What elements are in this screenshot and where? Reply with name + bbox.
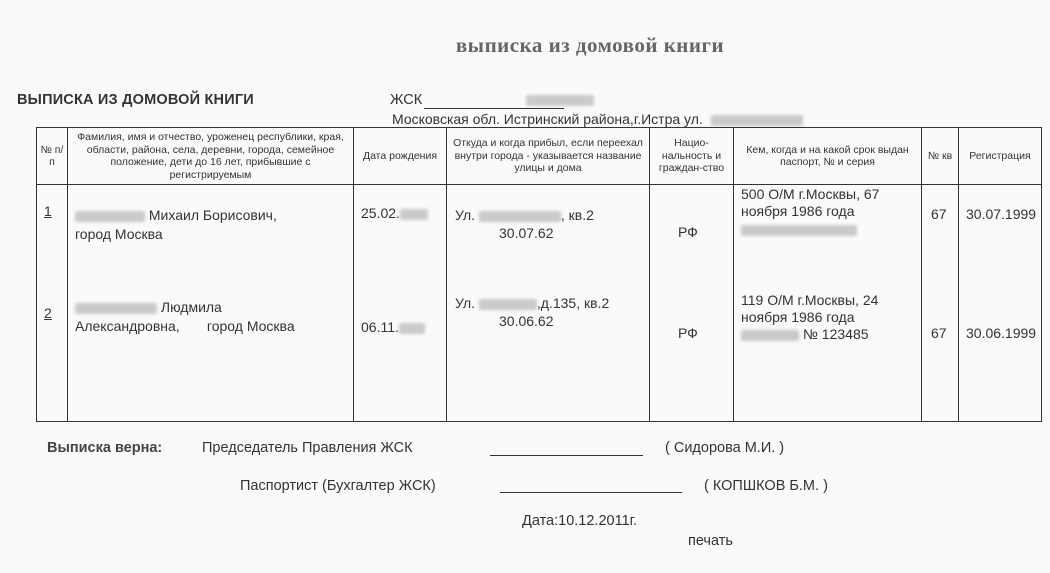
header-apt: № кв bbox=[922, 128, 959, 185]
issue-date: Дата:10.12.2011г. bbox=[522, 513, 638, 529]
verified-label: Выписка верна: bbox=[47, 440, 163, 456]
cell-registration bbox=[959, 185, 1042, 422]
birth-date bbox=[361, 205, 428, 221]
passport-number-text: № 123485 bbox=[802, 326, 869, 342]
redacted-passport-series bbox=[741, 330, 799, 341]
redacted-jsk-name bbox=[526, 95, 594, 106]
arrival-date: 30.07.62 bbox=[499, 225, 554, 241]
nationality: РФ bbox=[678, 224, 698, 240]
resident-city: Александровна, город Москва bbox=[75, 318, 295, 334]
header-registration: Регистрация bbox=[959, 128, 1042, 185]
birth-date-text: 25.02. bbox=[361, 205, 400, 221]
document-subtitle: ВЫПИСКА ИЗ ДОМОВОЙ КНИГИ bbox=[17, 92, 254, 108]
seal-label: печать bbox=[688, 533, 733, 549]
header-from: Откуда и когда прибыл, если переехал внутри города - указывается название улицы и дома bbox=[447, 128, 650, 185]
passport-officer-signature-line bbox=[500, 492, 682, 493]
registration-date: 30.06.1999 bbox=[966, 325, 1037, 341]
redacted-surname bbox=[75, 211, 145, 222]
redacted-year bbox=[400, 209, 428, 220]
arrival-date: 30.06.62 bbox=[499, 313, 554, 329]
jsk-underline bbox=[424, 108, 564, 109]
chairman-label: Председатель Правления ЖСК bbox=[202, 440, 413, 456]
passport-issuer: 500 О/М г.Москвы, 67 bbox=[741, 186, 880, 202]
street-suffix: ,д.135, кв.2 bbox=[536, 295, 610, 311]
document-title: выписка из домовой книги bbox=[455, 33, 725, 57]
apartment-number: 67 bbox=[931, 206, 947, 222]
jsk-text: ЖСК bbox=[390, 92, 423, 108]
cell-name bbox=[68, 185, 354, 422]
nationality: РФ bbox=[678, 325, 698, 341]
header-passport: Кем, когда и на какой срок выдан паспорт, № и серия bbox=[734, 128, 922, 185]
resident-name bbox=[75, 207, 277, 223]
header-num: № п/п bbox=[37, 128, 68, 185]
row-number: 2 bbox=[44, 305, 52, 321]
redacted-year bbox=[399, 323, 425, 334]
passport-number bbox=[741, 221, 857, 237]
passport-issuer: 119 О/М г.Москвы, 24 bbox=[741, 292, 879, 308]
house-book-table bbox=[36, 127, 1042, 422]
arrival-address bbox=[455, 295, 609, 311]
cell-nationality bbox=[650, 185, 734, 422]
cell-passport bbox=[734, 185, 922, 422]
chairman-signature-line bbox=[490, 455, 643, 456]
header-birth: Дата рождения bbox=[354, 128, 447, 185]
chairman-name: ( Сидорова М.И. ) bbox=[665, 440, 785, 456]
street-prefix: Ул. bbox=[455, 295, 476, 311]
redacted-street bbox=[711, 115, 803, 126]
address bbox=[392, 111, 803, 127]
birth-date-text: 06.11. bbox=[361, 319, 399, 335]
name-line: Людмила bbox=[160, 299, 222, 315]
table-row bbox=[37, 185, 1042, 422]
arrival-address bbox=[455, 207, 594, 223]
redacted-passport bbox=[741, 225, 857, 236]
jsk-label bbox=[390, 92, 594, 108]
passport-date: ноября 1986 года bbox=[741, 309, 855, 325]
birth-date bbox=[361, 319, 425, 335]
redacted-street bbox=[479, 299, 537, 310]
passport-date: ноября 1986 года bbox=[741, 203, 855, 219]
registration-date: 30.07.1999 bbox=[966, 206, 1037, 222]
cell-num bbox=[37, 185, 68, 422]
header-nationality: Нацио-нальность и граждан-ство bbox=[650, 128, 734, 185]
passport-officer-name: ( КОПШКОВ Б.М. ) bbox=[704, 478, 828, 494]
resident-name bbox=[75, 299, 222, 315]
cell-apt bbox=[922, 185, 959, 422]
cell-from bbox=[447, 185, 650, 422]
redacted-surname bbox=[75, 303, 157, 314]
header-name: Фамилия, имя и отчество, уроженец республики, края, области, района, села, деревни, города, семейное положение, дети до 16 лет, прибывшие с регистрируемым bbox=[68, 128, 354, 185]
resident-city: город Москва bbox=[75, 226, 163, 242]
table-header-row bbox=[37, 128, 1042, 185]
row-number: 1 bbox=[44, 203, 52, 219]
apartment-number: 67 bbox=[931, 325, 947, 341]
street-suffix: , кв.2 bbox=[560, 207, 594, 223]
address-text: Московская обл. Истринский района,г.Истра ул. bbox=[392, 111, 703, 127]
passport-number bbox=[741, 326, 869, 342]
redacted-street bbox=[479, 211, 561, 222]
passport-officer-label: Паспортист (Бухгалтер ЖСК) bbox=[240, 478, 436, 494]
name-line: Михаил Борисович, bbox=[148, 207, 277, 223]
street-prefix: Ул. bbox=[455, 207, 476, 223]
cell-birth bbox=[354, 185, 447, 422]
